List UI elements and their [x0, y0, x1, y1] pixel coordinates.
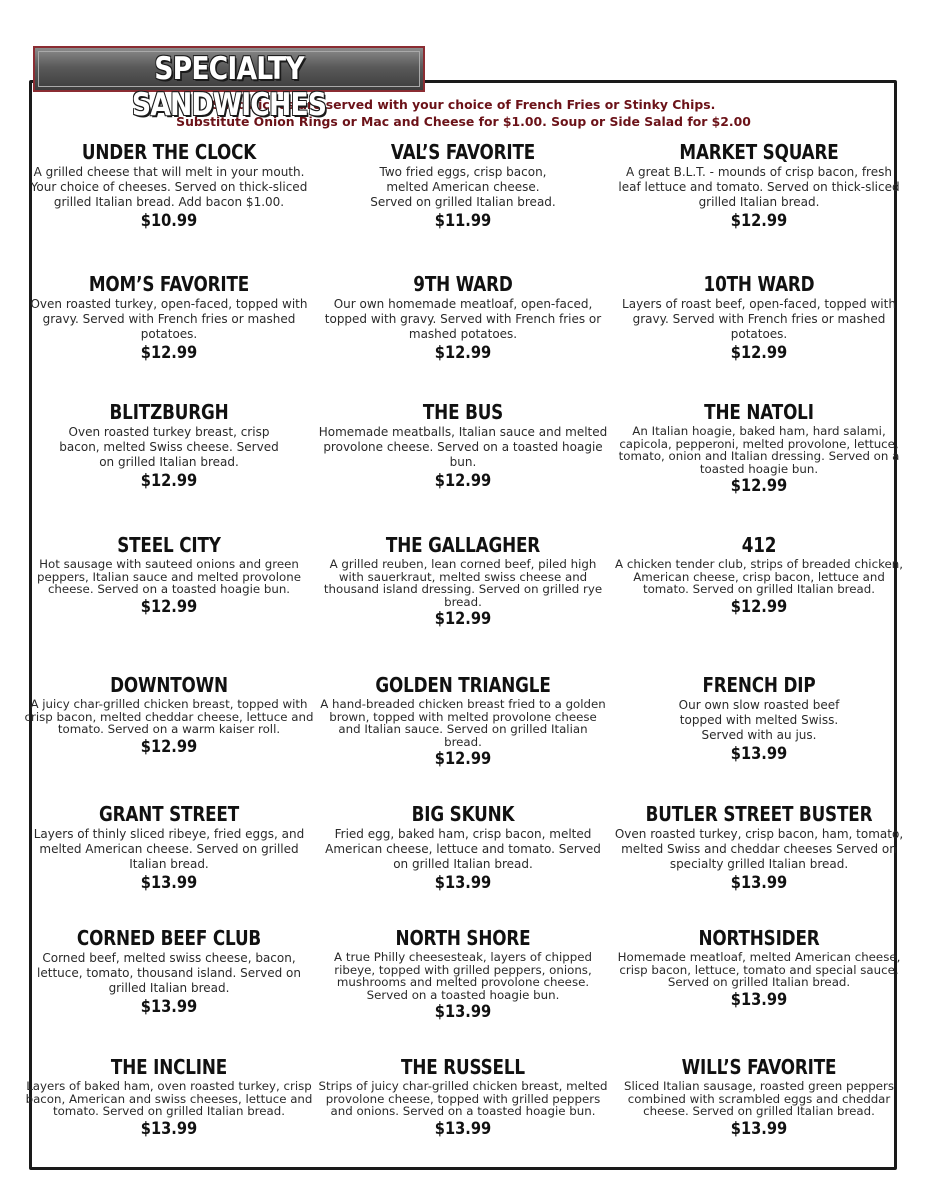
item-price: $12.99	[730, 476, 788, 496]
menu-item	[614, 673, 904, 764]
item-description: Corned beef, melted swiss cheese, bacon, lettuce, tomato, thousand island. Served on grilled Italian bread.	[37, 951, 301, 995]
item-name: BUTLER STREET BUSTER	[645, 802, 873, 826]
item-name: BLITZBURGH	[109, 400, 229, 424]
item-price: $13.99	[140, 1118, 198, 1139]
item-price: $13.99	[730, 744, 788, 764]
item-description: Sliced Italian sausage, roasted green peppers combined with scrambled eggs and cheddar cheese. Served on grilled Italian bread.	[624, 1079, 894, 1118]
item-name: UNDER THE CLOCK	[81, 140, 257, 164]
item-price: $13.99	[730, 989, 788, 1010]
item-name: MARKET SQUARE	[679, 140, 839, 164]
item-price: $13.99	[140, 873, 198, 893]
item-description: Two fried eggs, crisp bacon, melted American cheese. Served on grilled Italian bread.	[370, 165, 556, 209]
menu-item	[24, 400, 314, 491]
item-price: $13.99	[434, 873, 492, 893]
item-name: THE GALLAGHER	[385, 533, 541, 557]
menu-item	[318, 673, 608, 769]
item-price: $13.99	[140, 997, 198, 1017]
item-description: Strips of juicy char-grilled chicken breast, melted provolone cheese, topped with grilled peppers and onions. Served on a toasted hoagie bun.	[318, 1079, 608, 1118]
item-name: CORNED BEEF CLUB	[76, 926, 262, 950]
item-description: Layers of baked ham, oven roasted turkey, crisp bacon, American and swiss cheeses, lettuce and tomato. Served on grilled Italian bread.	[25, 1079, 313, 1118]
item-price: $12.99	[730, 343, 788, 363]
menu-item	[318, 400, 608, 491]
menu-item	[614, 400, 904, 496]
item-description: Our own homemade meatloaf, open-faced, topped with gravy. Served with French fries or mashed potatoes.	[324, 297, 602, 341]
sides-note: Sandwiches are served with your choice of French Fries or Stinky Chips.	[211, 97, 716, 112]
item-description: Oven roasted turkey, open-faced, topped with gravy. Served with French fries or mashed potatoes.	[30, 297, 308, 341]
item-price: $12.99	[140, 343, 198, 363]
item-description: A grilled reuben, lean corned beef, piled high with sauerkraut, melted swiss cheese and thousand island dressing. Served on grilled rye bread.	[323, 557, 603, 609]
item-name: THE NATOLI	[704, 400, 814, 424]
menu-item	[24, 673, 314, 757]
item-name: STEEL CITY	[117, 533, 221, 557]
item-description: Oven roasted turkey breast, crisp bacon, melted Swiss cheese. Served on grilled Italian bread.	[59, 425, 279, 469]
item-description: Oven roasted turkey, crisp bacon, ham, tomato, melted Swiss and cheddar cheeses Served on specialty grilled Italian bread.	[614, 827, 904, 871]
item-description: Homemade meatloaf, melted American cheese, crisp bacon, lettuce, tomato and special sauce. Served on grilled Italian bread.	[617, 950, 901, 989]
item-price: $12.99	[434, 343, 492, 363]
item-name: VAL’S FAVORITE	[390, 140, 536, 164]
item-price: $13.99	[730, 873, 788, 893]
menu-item	[614, 926, 904, 1010]
item-price: $13.99	[434, 1002, 492, 1022]
item-price: $13.99	[730, 1118, 788, 1139]
menu-item	[24, 140, 314, 231]
item-description: A true Philly cheesesteak, layers of chipped ribeye, topped with grilled peppers, onions, mushrooms and melted provolone cheese. Served on a toasted hoagie bun.	[334, 950, 592, 1002]
item-description: Layers of thinly sliced ribeye, fried eggs, and melted American cheese. Served on grilled Italian bread.	[33, 827, 305, 871]
item-name: MOM’S FAVORITE	[88, 272, 250, 296]
item-description: A great B.L.T. - mounds of crisp bacon, fresh leaf lettuce and tomato. Served on thick-sliced grilled Italian bread.	[618, 165, 900, 209]
item-description: An Italian hoagie, baked ham, hard salami, capicola, pepperoni, melted provolone, lettuce, tomato, onion and Italian dressing. Served on a toasted hoagie bun.	[618, 424, 900, 476]
menu-item	[24, 802, 314, 893]
item-name: WILL’S FAVORITE	[681, 1055, 837, 1079]
item-description: A juicy char-grilled chicken breast, topped with crisp bacon, melted cheddar cheese, lettuce and tomato. Served on a warm kaiser roll.	[24, 697, 314, 736]
item-name: DOWNTOWN	[110, 673, 228, 697]
item-price: $12.99	[730, 211, 788, 231]
item-name: 412	[741, 533, 777, 557]
item-name: BIG SKUNK	[411, 802, 515, 826]
menu-item	[318, 272, 608, 363]
item-price: $10.99	[140, 211, 198, 231]
item-name: GRANT STREET	[99, 802, 239, 826]
item-name: GOLDEN TRIANGLE	[375, 673, 551, 697]
item-name: FRENCH DIP	[702, 673, 816, 697]
item-price: $12.99	[434, 609, 492, 629]
item-price: $12.99	[730, 596, 788, 617]
item-name: THE RUSSELL	[401, 1055, 525, 1079]
menu-item	[318, 802, 608, 893]
menu-item	[318, 533, 608, 629]
menu-item	[24, 1055, 314, 1139]
menu-item	[614, 1055, 904, 1139]
item-description: A hand-breaded chicken breast fried to a golden brown, topped with melted provolone cheese and Italian sauce. Served on grilled Italian bread.	[320, 697, 606, 749]
title-banner	[33, 46, 425, 123]
item-name: THE BUS	[422, 400, 504, 424]
item-description: A chicken tender club, strips of breaded chicken, American cheese, crisp bacon, lettuce and tomato. Served on grilled Italian bread.	[615, 557, 903, 596]
item-name: NORTHSIDER	[698, 926, 820, 950]
item-name: THE INCLINE	[110, 1055, 228, 1079]
item-price: $12.99	[140, 596, 198, 617]
menu-item	[614, 272, 904, 363]
item-price: $12.99	[434, 471, 492, 491]
menu-item	[318, 926, 608, 1022]
menu-item	[614, 140, 904, 231]
menu-item	[614, 533, 904, 617]
item-description: Hot sausage with sauteed onions and green peppers, Italian sauce and melted provolone cheese. Served on a toasted hoagie bun.	[37, 557, 301, 596]
substitution-note: Substitute Onion Rings or Mac and Cheese for $1.00. Soup or Side Salad for $2.00	[176, 114, 751, 129]
page-title: SPECIALTY SANDWICHES	[131, 51, 327, 123]
menu-item	[24, 272, 314, 363]
menu-item	[24, 926, 314, 1017]
item-description: Homemade meatballs, Italian sauce and melted provolone cheese. Served on a toasted hoagie bun.	[318, 425, 608, 469]
item-name: NORTH SHORE	[395, 926, 531, 950]
item-description: Fried egg, baked ham, crisp bacon, melted American cheese, lettuce and tomato. Served on grilled Italian bread.	[325, 827, 601, 871]
item-description: A grilled cheese that will melt in your mouth. Your choice of cheeses. Served on thick-sliced grilled Italian bread. Add bacon $1.00.	[30, 165, 308, 209]
item-price: $11.99	[434, 211, 492, 231]
menu-item	[318, 1055, 608, 1139]
item-name: 9TH WARD	[413, 272, 513, 296]
item-price: $13.99	[434, 1118, 492, 1139]
menu-item	[318, 140, 608, 231]
item-price: $12.99	[140, 471, 198, 491]
item-description: Layers of roast beef, open-faced, topped with gravy. Served with French fries or mashed potatoes.	[622, 297, 896, 341]
item-price: $12.99	[434, 749, 492, 769]
item-price: $12.99	[140, 736, 198, 757]
menu-item	[614, 802, 904, 893]
item-description: Our own slow roasted beef topped with melted Swiss. Served with au jus.	[678, 698, 840, 742]
item-name: 10TH WARD	[703, 272, 815, 296]
menu-item	[24, 533, 314, 617]
